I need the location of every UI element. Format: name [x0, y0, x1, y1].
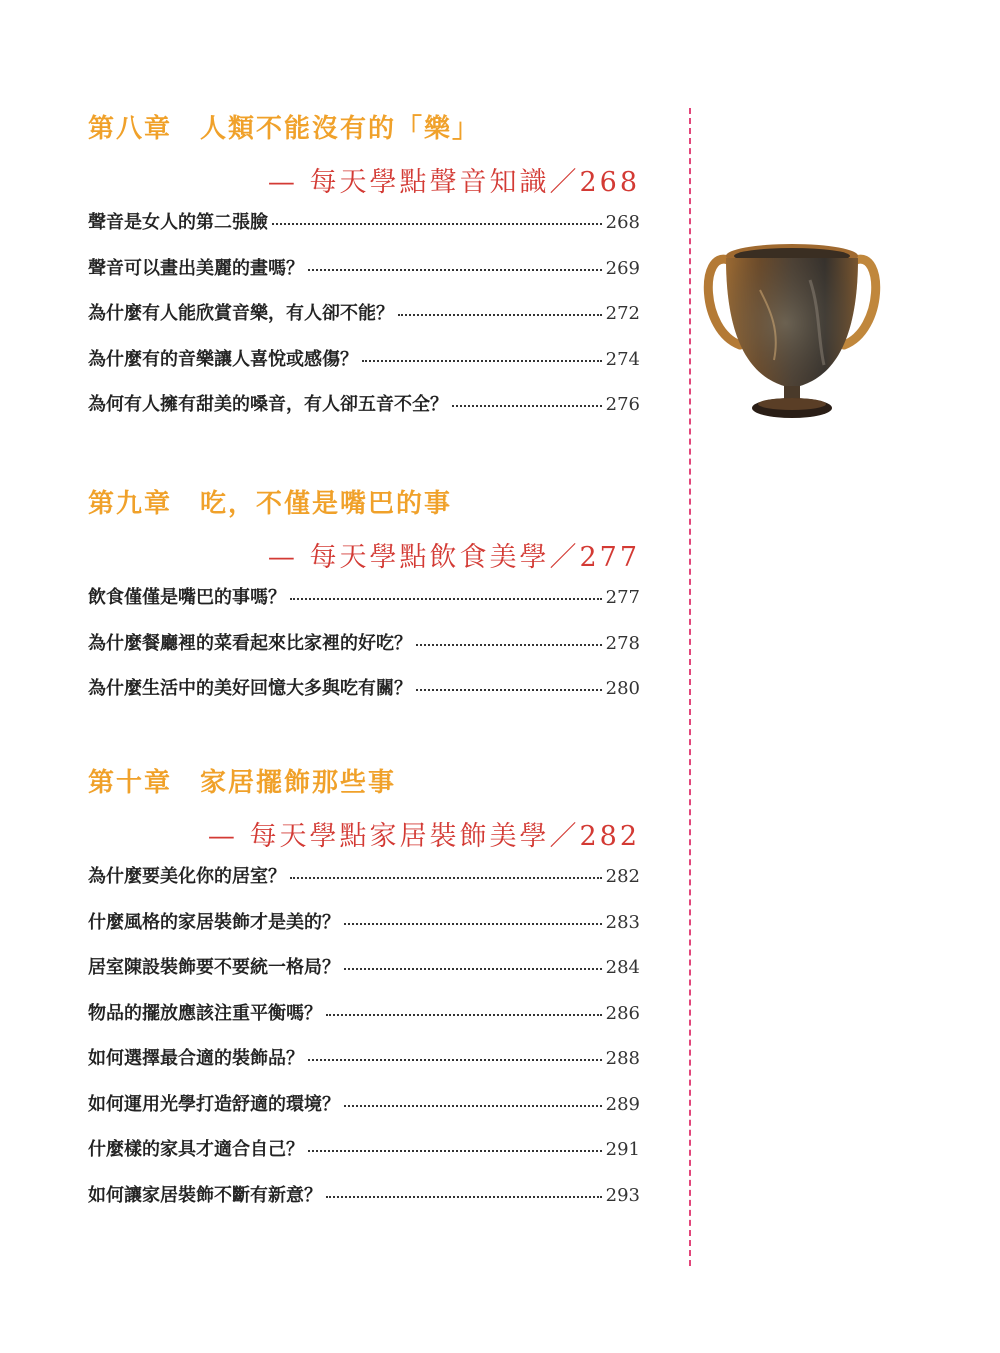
entry-title: 為什麼要美化你的居室？: [88, 866, 286, 887]
chapter-heading: [88, 108, 480, 145]
dot-leader: [272, 223, 602, 225]
toc-entry[interactable]: [88, 299, 640, 345]
entry-title: 為何有人擁有甜美的嗓音，有人卻五音不全？: [88, 394, 448, 415]
toc-entry[interactable]: [88, 1181, 640, 1227]
dot-leader: [362, 360, 602, 362]
dot-leader: [326, 1014, 602, 1016]
entry-page: 278: [605, 632, 640, 654]
entry-page: 276: [605, 394, 640, 415]
entry-title: 什麼樣的家具才適合自己？: [88, 1139, 304, 1160]
agate-cup-image: [700, 220, 884, 440]
entry-title: 為什麼有人能欣賞音樂，有人卻不能？: [88, 303, 394, 324]
toc-entry[interactable]: [88, 390, 640, 436]
entry-page: 288: [605, 1048, 640, 1069]
dot-leader: [308, 1150, 602, 1152]
entry-page: 286: [605, 1002, 640, 1024]
chapter-heading: [88, 483, 452, 520]
chapter-title: 人類不能沒有的「樂」: [200, 114, 481, 144]
toc-entry[interactable]: [88, 629, 640, 675]
entry-title: 居室陳設裝飾要不要統一格局？: [88, 957, 340, 978]
entry-list: [88, 862, 640, 1226]
toc-entry[interactable]: [88, 908, 640, 954]
entry-page: 283: [605, 911, 640, 933]
dashed-divider: [689, 108, 691, 1266]
entry-title: 什麼風格的家居裝飾才是美的？: [88, 911, 340, 933]
chapter-title: 家居擺飾那些事: [200, 768, 397, 798]
entry-page: 289: [605, 1093, 640, 1115]
dot-leader: [290, 598, 602, 600]
entry-page: 269: [605, 257, 640, 279]
entry-page: 282: [605, 866, 640, 887]
dot-leader: [344, 923, 602, 925]
entry-title: 為什麼餐廳裡的菜看起來比家裡的好吃？: [88, 632, 412, 654]
entry-page: 277: [605, 587, 640, 608]
toc-entry[interactable]: [88, 345, 640, 391]
entry-page: 291: [605, 1139, 640, 1160]
dot-leader: [452, 405, 602, 407]
toc-entry[interactable]: [88, 208, 640, 254]
dot-leader: [344, 968, 602, 970]
entry-title: 如何讓家居裝飾不斷有新意？: [88, 1184, 322, 1206]
entry-title: 聲音可以畫出美麗的畫嗎？: [88, 257, 304, 279]
entry-page: 284: [605, 957, 640, 978]
toc-entry[interactable]: [88, 999, 640, 1045]
entry-title: 物品的擺放應該注重平衡嗎？: [88, 1002, 322, 1024]
entry-title: 飲食僅僅是嘴巴的事嗎？: [88, 587, 286, 608]
entry-title: 為什麼生活中的美好回憶大多與吃有關？: [88, 678, 412, 699]
toc-entry[interactable]: [88, 862, 640, 908]
entry-page: 280: [605, 678, 640, 699]
toc-entry[interactable]: [88, 583, 640, 629]
entry-page: 272: [605, 303, 640, 324]
toc-entry[interactable]: [88, 953, 640, 999]
dot-leader: [344, 1105, 602, 1107]
chapter-heading: [88, 762, 396, 799]
dot-leader: [416, 644, 602, 646]
toc-entry[interactable]: [88, 1090, 640, 1136]
entry-list: [88, 583, 640, 720]
toc-entry[interactable]: [88, 1135, 640, 1181]
chapter-number: 第十章: [88, 768, 173, 798]
entry-list: [88, 208, 640, 436]
entry-page: 293: [605, 1184, 640, 1206]
dot-leader: [416, 689, 602, 691]
toc-entry[interactable]: [88, 254, 640, 300]
entry-title: 為什麼有的音樂讓人喜悅或感傷？: [88, 348, 358, 370]
chapter-title: 吃，不僅是嘴巴的事: [200, 489, 453, 519]
entry-page: 274: [605, 348, 640, 370]
chapter-number: 第八章: [88, 114, 173, 144]
dot-leader: [398, 314, 602, 316]
entry-title: 如何選擇最合適的裝飾品？: [88, 1048, 304, 1069]
chapter-subtitle: — 每天學點家居裝飾美學／282: [207, 821, 640, 852]
toc-entry[interactable]: [88, 674, 640, 720]
chapter-subtitle: — 每天學點聲音知識／268: [267, 167, 640, 198]
entry-title: 如何運用光學打造舒適的環境？: [88, 1093, 340, 1115]
dot-leader: [308, 269, 602, 271]
dot-leader: [326, 1196, 602, 1198]
chapter-subtitle: — 每天學點飲食美學／277: [267, 542, 640, 573]
dot-leader: [290, 877, 602, 879]
chapter-number: 第九章: [88, 489, 173, 519]
toc-entry[interactable]: [88, 1044, 640, 1090]
entry-page: 268: [605, 212, 640, 233]
entry-title: 聲音是女人的第二張臉: [88, 212, 268, 233]
dot-leader: [308, 1059, 602, 1061]
